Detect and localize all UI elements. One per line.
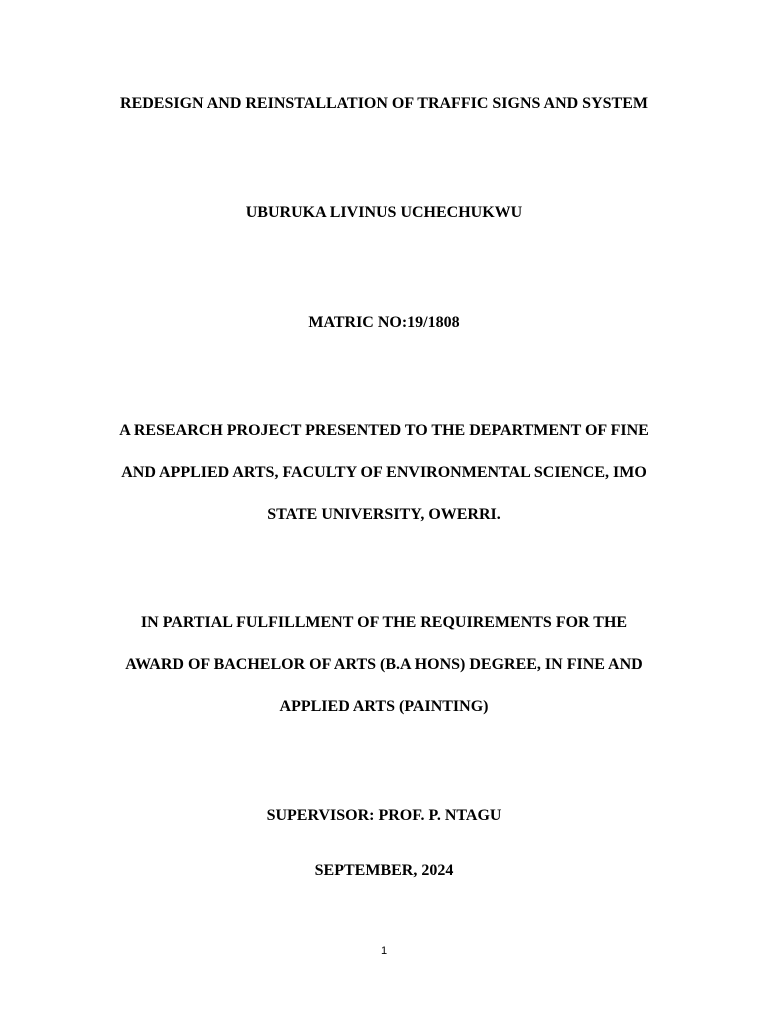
supervisor-line: SUPERVISOR: PROF. P. NTAGU — [266, 807, 502, 824]
fulfillment-line-3: APPLIED ARTS (PAINTING) — [279, 698, 489, 715]
project-title: REDESIGN AND REINSTALLATION OF TRAFFIC SIGNS AND SYSTEM — [120, 95, 648, 112]
matric-number: MATRIC NO:19/1808 — [308, 314, 460, 331]
author-name: UBURUKA LIVINUS UCHECHUKWU — [245, 204, 523, 221]
fulfillment-line-1: IN PARTIAL FULFILLMENT OF THE REQUIREMENTS FOR THE — [140, 614, 628, 631]
fulfillment-line-2: AWARD OF BACHELOR OF ARTS (B.A HONS) DEGREE, IN FINE AND — [125, 656, 643, 673]
page-number: 1 — [380, 945, 388, 957]
presentation-line-2: AND APPLIED ARTS, FACULTY OF ENVIRONMENTAL SCIENCE, IMO — [121, 464, 647, 481]
presentation-line-3: STATE UNIVERSITY, OWERRI. — [267, 506, 501, 523]
presentation-line-1: A RESEARCH PROJECT PRESENTED TO THE DEPARTMENT OF FINE — [119, 422, 649, 439]
submission-date: SEPTEMBER, 2024 — [314, 862, 454, 879]
